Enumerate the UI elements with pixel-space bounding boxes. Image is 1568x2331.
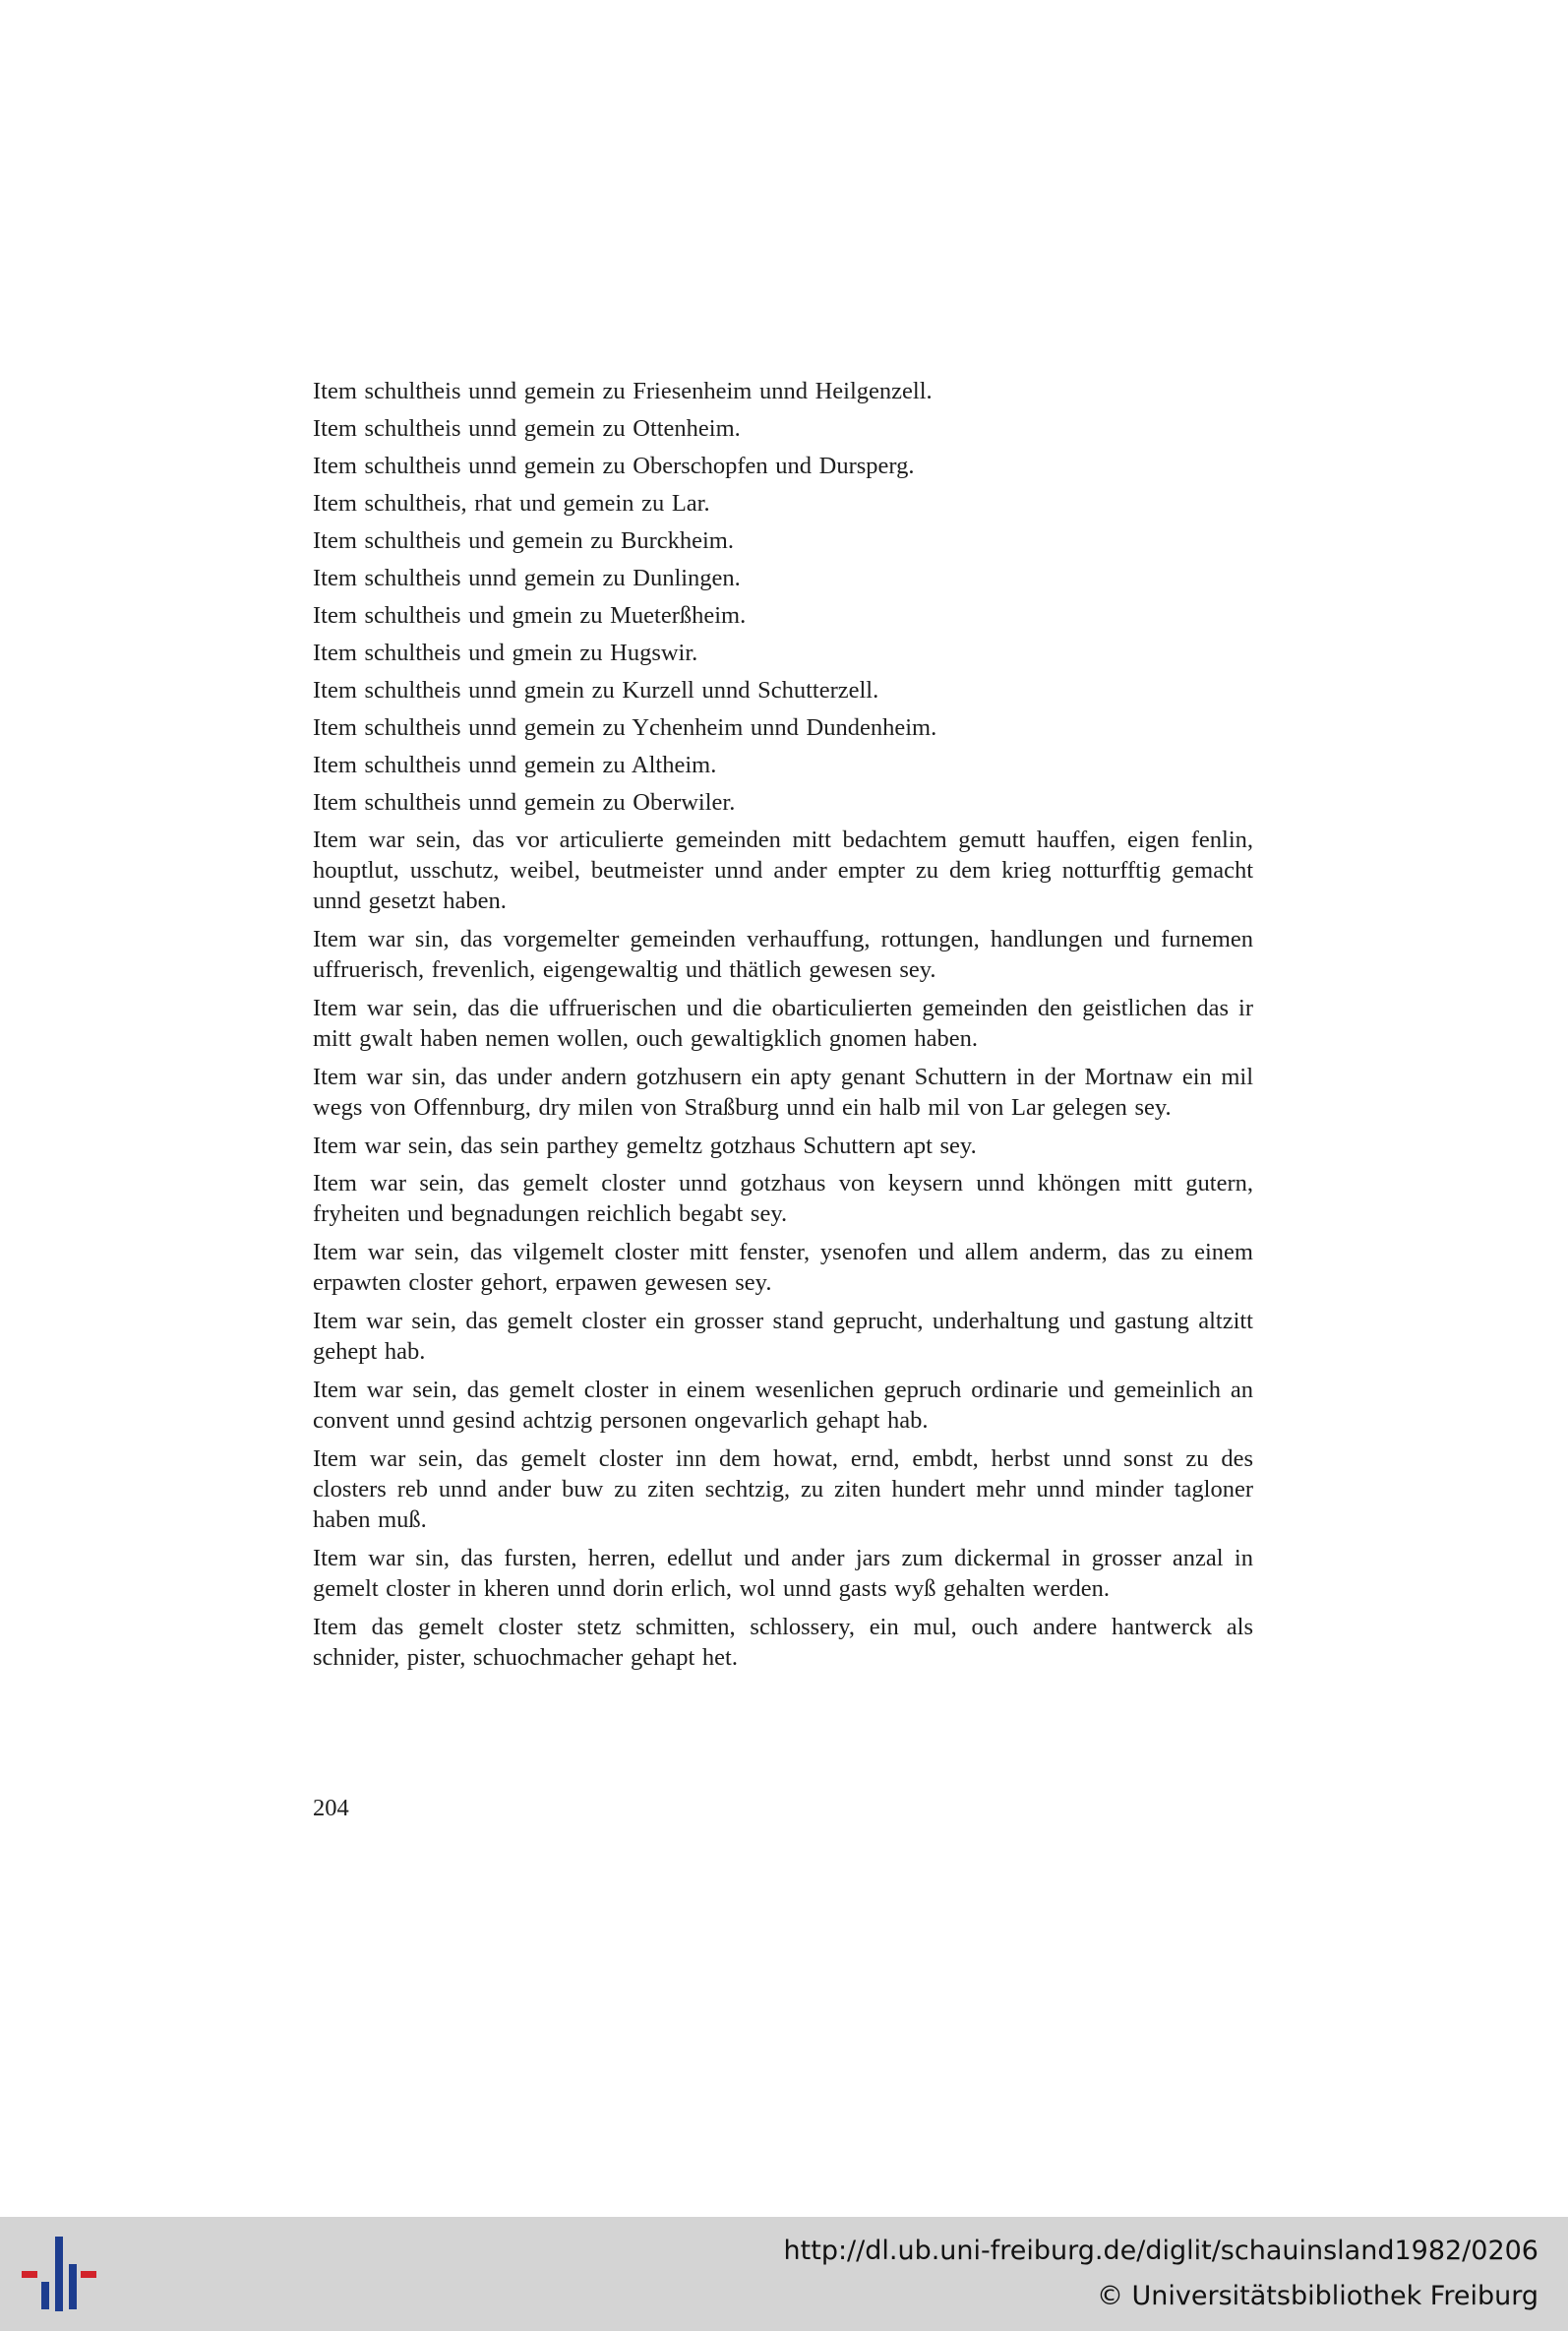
- footer-copyright: © Universitätsbibliothek Freiburg: [1096, 2281, 1538, 2311]
- list-item: Item schultheis, rhat und gemein zu Lar.: [313, 490, 710, 517]
- list-item: Item schultheis unnd gemein zu Dunlingen.: [313, 565, 741, 591]
- paragraph: Item war sein, das gemelt closter ein grosser stand geprucht, underhaltung und gastung altzitt gehept hab.: [313, 1308, 1253, 1365]
- logo-dash-right: [81, 2271, 96, 2278]
- paragraph: Item das gemelt closter stetz schmitten, schlossery, ein mul, ouch andere hantwerck als schnider, pister, schuochmacher gehapt het.: [313, 1614, 1253, 1671]
- paragraph: Item war sin, das vorgemelter gemeinden verhauffung, rottungen, handlungen und furnemen uffruerisch, frevenlich, eigengewaltig und thätlich gewesen sey.: [313, 926, 1253, 983]
- document-text-body: [313, 376, 1253, 1681]
- list-item: Item schultheis und gmein zu Hugswir.: [313, 640, 698, 666]
- page-number: 204: [313, 1795, 349, 1821]
- logo-bar-right: [69, 2264, 77, 2309]
- paragraph: Item war sein, das die uffruerischen und die obarticulierten gemeinden den geistlichen das ir mitt gwalt haben nemen wollen, ouch gewaltigklich gnomen haben.: [313, 995, 1253, 1052]
- footer-url-link[interactable]: http://dl.ub.uni-freiburg.de/diglit/schauinsland1982/0206: [783, 2236, 1538, 2266]
- logo-bar-left: [41, 2282, 49, 2309]
- list-item: Item schultheis unnd gmein zu Kurzell unnd Schutterzell.: [313, 677, 879, 704]
- logo-bar-center: [55, 2237, 63, 2311]
- paragraph: Item war sein, das sein parthey gemeltz gotzhaus Schuttern apt sey.: [313, 1133, 977, 1159]
- paragraph: Item war sein, das vilgemelt closter mitt fenster, ysenofen und allem anderm, das zu einem erpawten closter gehort, erpawen gewesen sey.: [313, 1239, 1253, 1296]
- footer-bar: [0, 2217, 1568, 2331]
- paragraph: Item war sein, das gemelt closter in einem wesenlichen gepruch ordinarie und gemeinlich an convent unnd gesind achtzig personen ongevarlich gehapt hab.: [313, 1377, 1253, 1434]
- paragraph: Item war sein, das gemelt closter inn dem howat, ernd, embdt, herbst unnd sonst zu des closters reb unnd ander buw zu ziten sechtzig, zu ziten hundert mehr unnd minder tagloner haben muß.: [313, 1445, 1253, 1533]
- paragraph: Item war sein, das gemelt closter unnd gotzhaus von keysern unnd khöngen mitt gutern, fryheiten und begnadungen reichlich begabt sey.: [313, 1170, 1253, 1227]
- list-item: Item schultheis unnd gemein zu Ottenheim.: [313, 415, 741, 442]
- list-item: Item schultheis unnd gemein zu Altheim.: [313, 752, 717, 778]
- paragraph: Item war sein, das vor articulierte gemeinden mitt bedachtem gemutt hauffen, eigen fenlin, houptlut, usschutz, weibel, beutmeister unnd ander empter zu dem krieg notturfftig gemacht unnd gesetzt haben.: [313, 827, 1253, 914]
- list-item: Item schultheis unnd gemein zu Ychenheim unnd Dundenheim.: [313, 714, 937, 741]
- list-item: Item schultheis unnd gemein zu Oberschopfen und Dursperg.: [313, 453, 915, 479]
- paragraph: Item war sin, das under andern gotzhusern ein apty genant Schuttern in der Mortnaw ein mil wegs von Offennburg, dry milen von Straßburg unnd ein halb mil von Lar gelegen sey.: [313, 1064, 1253, 1121]
- list-item: Item schultheis und gmein zu Mueterßheim.: [313, 602, 747, 629]
- paragraph: Item war sin, das fursten, herren, edellut und ander jars zum dickermal in grosser anzal in gemelt closter in kheren unnd dorin erlich, wol unnd gasts wyß gehalten werden.: [313, 1545, 1253, 1602]
- list-item: Item schultheis unnd gemein zu Friesenheim unnd Heilgenzell.: [313, 378, 933, 404]
- list-item: Item schultheis unnd gemein zu Oberwiler.: [313, 789, 736, 816]
- logo-dash-left: [22, 2271, 37, 2278]
- ub-freiburg-logo-icon: [20, 2235, 98, 2315]
- list-item: Item schultheis und gemein zu Burckheim.: [313, 527, 734, 554]
